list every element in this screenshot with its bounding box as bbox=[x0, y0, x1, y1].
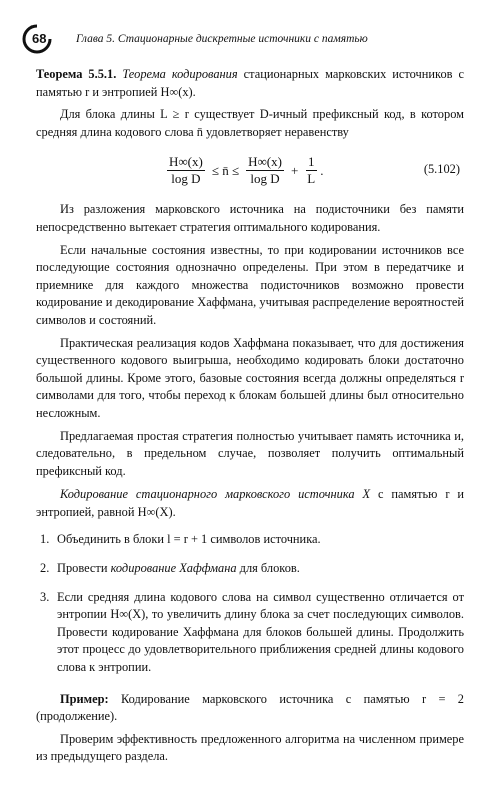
step-number: 1. bbox=[40, 532, 50, 547]
algorithm-title bbox=[36, 486, 464, 521]
list-item bbox=[36, 531, 464, 549]
theorem-claim: Для блока длины L ≥ r существует D-ичный префиксный код, в котором средняя длина кодового слова n̄ удовлетворяет неравенству bbox=[36, 107, 464, 139]
step-text-after: для блоков. bbox=[236, 561, 300, 576]
step-text-italic: кодирование Хаффмана bbox=[110, 561, 237, 576]
step-text: Если средняя длина кодового слова на символ существенно отличается от энтропии H∞(X), то увеличить длину блока за счет последующих символов. Провести кодирование Хаффмана для блоков большей длины. Продолжить этот процесс до удовлетворительного приближения средней длины кодового слова к энтропии. bbox=[57, 589, 464, 675]
inequality-relation: ≤ n̄ ≤ bbox=[211, 162, 240, 178]
list-item bbox=[36, 560, 464, 578]
frac-denominator: L bbox=[307, 170, 316, 186]
fraction-upper-bound bbox=[246, 154, 284, 187]
theorem-statement bbox=[36, 66, 464, 101]
equation-number: (5.102) bbox=[423, 162, 460, 177]
fraction-lower-bound bbox=[167, 154, 205, 187]
equation-5-102 bbox=[36, 147, 464, 193]
frac-denominator: log D bbox=[171, 170, 201, 186]
list-item bbox=[36, 589, 464, 677]
theorem-text: стационарных марковских источников с памятью r и энтропией H∞(x). bbox=[36, 67, 464, 99]
algorithm-title-rest: с памятью r и энтропией, равной H∞(X). bbox=[36, 487, 464, 519]
page-header bbox=[22, 24, 472, 54]
theorem-name: Теорема кодирования bbox=[122, 67, 238, 81]
theorem-label: Теорема 5.5.1. bbox=[36, 67, 117, 81]
paragraph: Если начальные состояния известны, то при кодировании источников все последующие состояния однозначно определены. При этом в передатчике и приемнике для каждого множества подисточников возможно провести кодирование и декодирование Хаффмана, учитывая распределение вероятностей символов и состояний. bbox=[36, 242, 464, 327]
running-head: Глава 5. Стационарные дискретные источники с памятью bbox=[76, 33, 368, 45]
step-number: 2. bbox=[40, 561, 50, 576]
example-text: Кодирование марковского источника с памятью r = 2 (продолжение). bbox=[36, 691, 464, 724]
step-number: 3. bbox=[40, 589, 50, 604]
frac-denominator: log D bbox=[250, 170, 280, 186]
paragraph: Предлагаемая простая стратегия полностью учитывает память источника и, следовательно, в предельном случае, позволяет получить оптимальный префиксный код. bbox=[36, 428, 464, 478]
paragraph: Из разложения марковского источника на подисточники без памяти непосредственно вытекает стратегия оптимального кодирования. bbox=[36, 202, 464, 234]
example-label: Пример: bbox=[60, 691, 109, 706]
step-text-before: Провести bbox=[57, 561, 111, 576]
paragraph: Практическая реализация кодов Хаффмана показывает, что для достижения существенного кодового выигрыша, необходимо кодировать блоки достаточно большой длины. Кроме этого, базовые состояния всегда должны определяться r символами для того, чтобы переход к блокам большей длины был относительно несложным. bbox=[36, 335, 464, 420]
step-text: Объединить в блоки l = r + 1 символов источника. bbox=[57, 532, 321, 547]
example-heading bbox=[36, 691, 464, 726]
fraction-one-over-l bbox=[305, 154, 317, 187]
frac-numerator: H∞(x) bbox=[169, 153, 203, 169]
equation-period: . bbox=[320, 162, 324, 178]
algorithm-steps bbox=[36, 531, 464, 676]
frac-numerator: 1 bbox=[308, 153, 315, 169]
equation-body bbox=[164, 147, 323, 193]
paragraph: Проверим эффективность предложенного алгоритма на численном примере из предыдущего раздела. bbox=[36, 731, 464, 764]
page-number: 68 bbox=[32, 31, 47, 46]
algorithm-title-italic: Кодирование стационарного марковского источника X bbox=[60, 487, 371, 502]
plus-sign: + bbox=[290, 162, 299, 178]
page-content bbox=[36, 66, 464, 771]
page-number-badge bbox=[22, 24, 52, 54]
frac-numerator: H∞(x) bbox=[248, 153, 282, 169]
